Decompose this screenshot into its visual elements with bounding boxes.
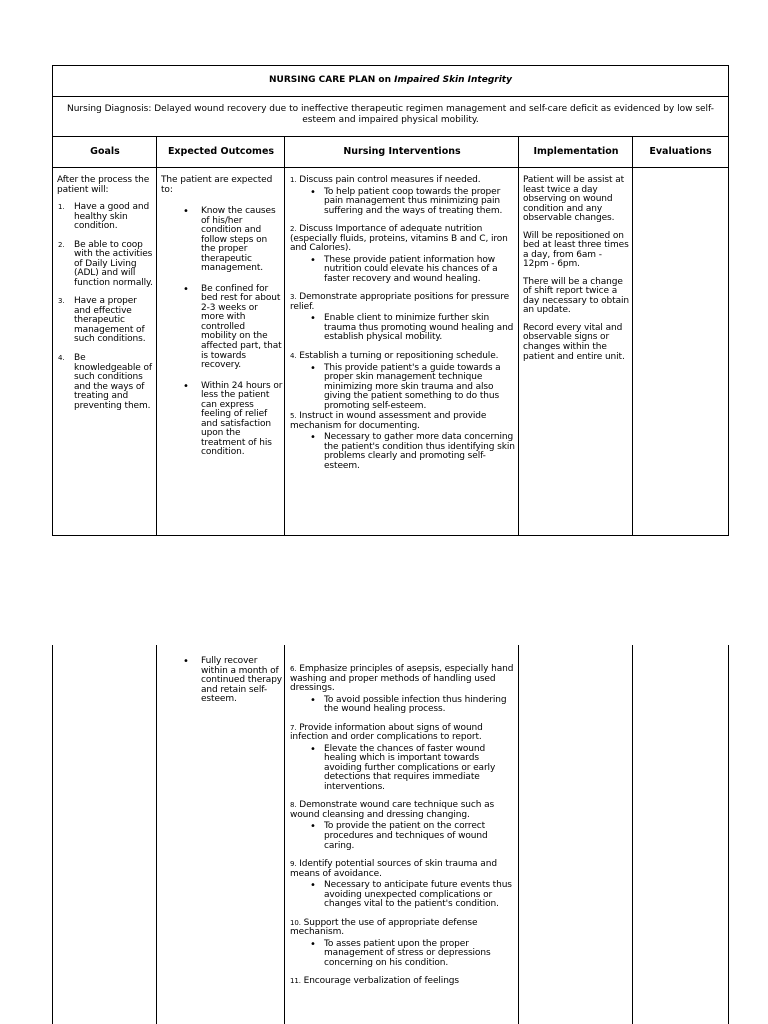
goal-item: 1. Have a good and healthy skin condition. — [58, 202, 150, 232]
column-divider — [284, 645, 285, 1024]
goals-intro: After the process the patient will: — [57, 175, 150, 195]
nursing-diagnosis: Nursing Diagnosis: Delayed wound recovery due to ineffective therapeutic regimen management and self-care deficit as evidenced by low self-esteem and impaired physical mobility. — [53, 96, 728, 137]
intervention-rationale: • Necessary to anticipate future events thus avoiding unexpected complications or changes vital to the patient's condition. — [290, 881, 516, 910]
goal-item: 3. Have a proper and effective therapeutic management of such conditions. — [58, 296, 146, 345]
outcomes-intro: The patient are expected to: — [161, 175, 273, 195]
outcome-item: • Fully recover within a month of continued therapy and retain self-esteem. — [161, 657, 283, 705]
goal-item: 4. Be knowledgeable of such conditions and the ways of treating and preventing them. — [58, 352, 152, 411]
intervention-item: 3. Demonstrate appropriate positions for pressure relief. • Enable client to minimize further skin trauma thus promoting wound healing and establish physical mobility. — [290, 293, 516, 343]
goal-item: 2. Be able to coop with the activities of Daily Living (ADL) and will function normally. — [58, 239, 153, 288]
header-implementation: Implementation — [533, 146, 619, 157]
outcome-item: • Know the causes of his/her condition and follow steps on the proper therapeutic management. — [161, 207, 283, 274]
table-title — [53, 66, 728, 97]
implementation-item: Will be repositioned on bed at least three times a day, from 6am - 12pm - 6pm. — [523, 230, 629, 270]
header-evaluations: Evaluations — [649, 146, 712, 157]
column-divider — [156, 645, 157, 1024]
column-divider — [284, 137, 285, 535]
header-goals: Goals — [90, 146, 120, 157]
intervention-rationale: • To asses patient upon the proper management of stress or depressions concerning on his condition. — [290, 940, 516, 969]
implementation-item: Record every vital and observable signs or changes within the patient and entire unit. — [523, 322, 625, 362]
column-divider — [518, 645, 519, 1024]
care-plan-table-continued — [52, 645, 729, 1024]
outcome-item: • Be confined for bed rest for about 2-3 weeks or more with controlled mobility on the affected part, that is towards recovery. — [161, 285, 283, 371]
intervention-item: 5. Instruct in wound assessment and provide mechanism for documenting. • Necessary to gather more data concerning the patient's condition thus identifying skin problems clearly and promoting self-esteem. — [290, 412, 516, 471]
intervention-rationale: • Enable client to minimize further skin trauma thus promoting wound healing and establish physical mobility. — [290, 314, 516, 343]
intervention-rationale: • Necessary to gather more data concerning the patient's condition thus identifying skin problems clearly and promoting self-esteem. — [290, 433, 516, 471]
implementation-item: There will be a change of shift report twice a day necessary to obtain an update. — [523, 276, 629, 316]
intervention-item: 9. Identify potential sources of skin trauma and means of avoidance. • Necessary to anticipate future events thus avoiding unexpected complications or changes vital to the patient's condition. — [290, 860, 516, 910]
interventions-cell — [290, 176, 516, 480]
implementation-cell — [523, 176, 629, 370]
goals-cell — [57, 176, 153, 420]
header-expected-outcomes: Expected Outcomes — [167, 146, 275, 157]
interventions-cell-continued — [290, 665, 516, 996]
column-divider — [632, 645, 633, 1024]
intervention-rationale: • To avoid possible infection thus hindering the wound healing process. — [290, 696, 516, 715]
header-nursing-interventions: Nursing Interventions — [343, 146, 461, 157]
intervention-item: 2. Discuss Importance of adequate nutrition (especially fluids, proteins, vitamins B and C, iron and Calories). • These provide patient information how nutrition could elevate his chances of a faster recovery and wound healing. — [290, 225, 516, 284]
intervention-rationale: • To provide the patient on the correct procedures and techniques of wound caring. — [290, 822, 516, 851]
intervention-item: 10. Support the use of appropriate defense mechanism. • To asses patient upon the proper management of stress or depressions concerning on his condition. — [290, 919, 516, 969]
intervention-item: 1. Discuss pain control measures if needed. • To help patient coop towards the proper pain management thus minimizing pain suffering and the ways of treating them. — [290, 176, 516, 216]
column-divider — [518, 137, 519, 535]
intervention-rationale: • Elevate the chances of faster wound healing which is important towards avoiding further complications or early detections that requires immediate interventions. — [290, 745, 516, 793]
intervention-item: 8. Demonstrate wound care technique such as wound cleansing and dressing changing. • To provide the patient on the correct procedures and techniques of wound caring. — [290, 801, 516, 851]
outcomes-cell-continued — [161, 657, 283, 716]
intervention-item: 7. Provide information about signs of wound infection and order complications to report. • Elevate the chances of faster wound healing which is important towards avoiding further complications or early detections that requires immediate interventions. — [290, 724, 516, 793]
header-row — [53, 137, 728, 168]
column-divider — [632, 137, 633, 535]
intervention-item: 11. Encourage verbalization of feelings — [290, 976, 460, 987]
title-topic: Impaired Skin Integrity — [394, 75, 512, 85]
intervention-rationale: • To help patient coop towards the proper pain management thus minimizing pain suffering and the ways of treating them. — [290, 188, 516, 217]
implementation-item: Patient will be assist at least twice a day observing on wound condition and any observable changes. — [523, 175, 625, 224]
intervention-item: 6. Emphasize principles of asepsis, especially hand washing and proper methods of handling used dressings. • To avoid possible infection thus hindering the wound healing process. — [290, 665, 516, 715]
intervention-rationale: • These provide patient information how nutrition could elevate his chances of a faster recovery and wound healing. — [290, 256, 516, 285]
title-prefix: NURSING CARE PLAN on — [269, 75, 395, 85]
care-plan-table — [52, 65, 729, 536]
outcomes-cell — [161, 176, 283, 469]
intervention-item: 4. Establish a turning or repositioning schedule. • This provide patient's a guide towards a proper skin management technique minimizing more skin trauma and also giving the patient something to do thus promoting self-esteem. — [290, 352, 516, 411]
outcome-item: • Within 24 hours or less the patient can express feeling of relief and satisfaction upon the treatment of his condition. — [161, 382, 283, 458]
intervention-rationale: • This provide patient's a guide towards a proper skin management technique minimizing more skin trauma and also giving the patient something to do thus promoting self-esteem. — [290, 364, 516, 412]
column-divider — [156, 137, 157, 535]
